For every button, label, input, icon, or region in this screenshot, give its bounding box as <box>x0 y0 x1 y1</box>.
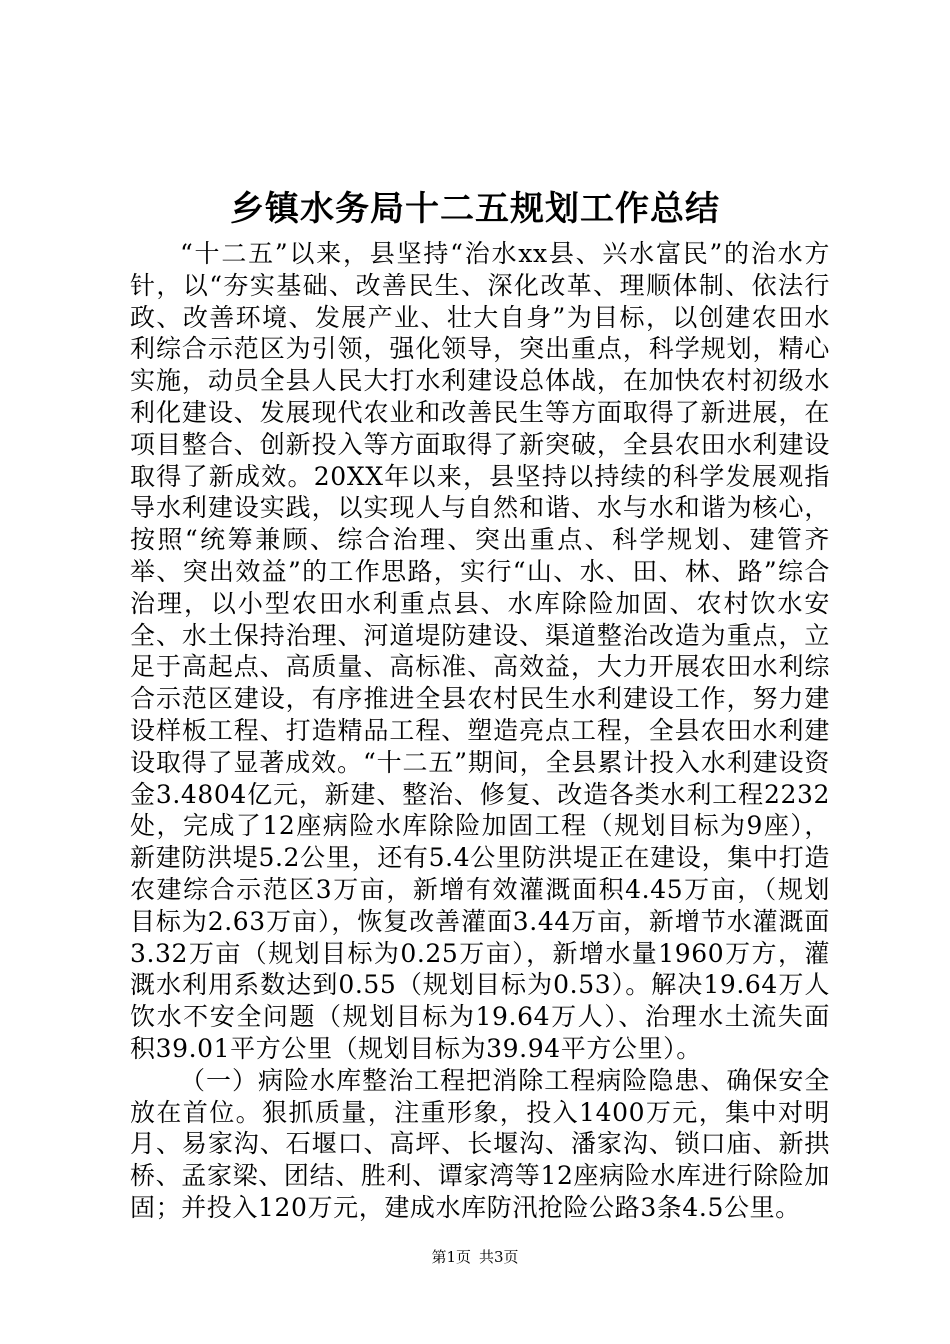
document-title: 乡镇水务局十二五规划工作总结 <box>230 189 720 229</box>
body-paragraph-2: （一）病险水库整治工程把消除工程病险隐患、确保安全放在首位。狠抓质量，注重形象，投入1400万元，集中对明月、易家沟、石堰口、高坪、长堰沟、潘家沟、锁口庙、新拱桥、孟家梁、团结、胜利、谭家湾等12座病险水库进行除险加固；并投入120万元，建成水库防汛抢险公路3条4.5公里。 <box>130 1065 830 1222</box>
page-total: 共3页 <box>479 1248 519 1266</box>
document-body <box>130 238 830 1224</box>
body-paragraph-1: “十二五”以来，县坚持“治水xx县、兴水富民”的治水方针，以“夯实基础、改善民生、深化改革、理顺体制、依法行政、改善环境、发展产业、壮大自身”为目标，以创建农田水利综合示范区为引领，强化领导，突出重点，科学规划，精心实施，动员全县人民大打水利建设总体战，在加快农村初级水利化建设、发展现代农业和改善民生等方面取得了新进展，在项目整合、创新投入等方面取得了新突破，全县农田水利建设取得了新成效。20XX年以来，县坚持以持续的科学发展观指导水利建设实践，以实现人与自然和谐、水与水和谐为核心，按照“统筹兼顾、综合治理、突出重点、科学规划、建管齐举、突出效益”的工作思路，实行“山、水、田、林、路”综合治理，以小型农田水利重点县、水库除险加固、农村饮水安全、水土保持治理、河道堤防建设、渠道整治改造为重点，立足于高起点、高质量、高标准、高效益，大力开展农田水利综合示范区建设，有序推进全县农村民生水利建设工作，努力建设样板工程、打造精品工程、塑造亮点工程，全县农田水利建设取得了显著成效。“十二五”期间，全县累计投入水利建设资金3.4804亿元，新建、整治、修复、改造各类水利工程2232处，完成了12座病险水库除险加固工程（规划目标为9座），新建防洪堤5.2公里，还有5.4公里防洪堤正在建设，集中打造农建综合示范区3万亩，新增有效灌溉面积4.45万亩，（规划目标为2.63万亩），恢复改善灌面3.44万亩，新增节水灌溉面3.32万亩（规划目标为0.25万亩），新增水量1960万方，灌溉水利用系数达到0.55（规划目标为0.53）。解决19.64万人饮水不安全问题（规划目标为19.64万人）、治理水土流失面积39.01平方公里（规划目标为39.94平方公里）。 <box>130 239 830 1063</box>
page-footer <box>0 1247 950 1267</box>
page-number: 第1页 <box>431 1248 471 1266</box>
